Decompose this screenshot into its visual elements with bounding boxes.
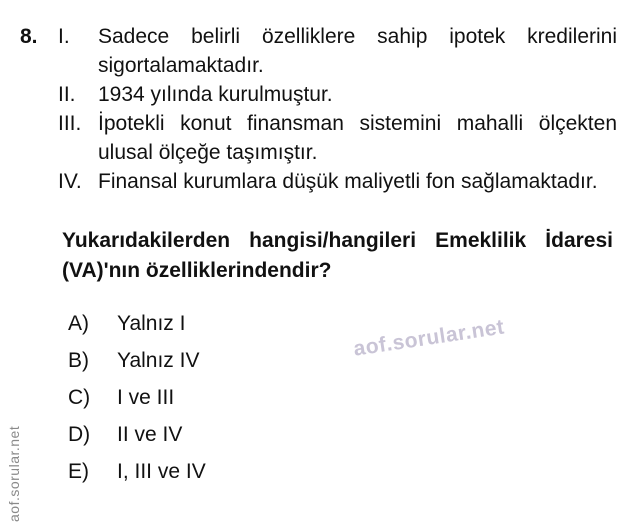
- question-body: [58, 22, 617, 494]
- item-text: 1934 yılında kurulmuştur.: [98, 83, 333, 106]
- list-item: [58, 22, 617, 80]
- question-stem: Yukarıdakilerden hangisi/hangileri Emeklilik İdaresi (VA)'nın özelliklerindendir?: [62, 229, 613, 282]
- option-letter: C): [68, 386, 91, 409]
- option-text: Yalnız I: [117, 312, 186, 335]
- option-letter: D): [68, 423, 91, 446]
- option-letter: B): [68, 349, 89, 372]
- item-numeral: III.: [58, 112, 82, 135]
- item-numeral: II.: [58, 83, 76, 106]
- option-text: II ve IV: [117, 423, 183, 446]
- option-row-d[interactable]: [68, 420, 617, 449]
- option-row-b[interactable]: [68, 346, 617, 375]
- option-row-e[interactable]: [68, 457, 617, 486]
- list-item: [58, 167, 617, 196]
- list-item: [58, 80, 617, 109]
- option-letter: E): [68, 460, 89, 483]
- question-number: 8.: [20, 25, 38, 48]
- option-row-a[interactable]: [68, 309, 617, 338]
- watermark-vertical: aof.sorular.net: [6, 425, 22, 522]
- options-list: [58, 309, 617, 486]
- item-numeral: IV.: [58, 170, 82, 193]
- option-letter: A): [68, 312, 89, 335]
- list-item: [58, 109, 617, 167]
- option-text: I, III ve IV: [117, 460, 206, 483]
- roman-list: [58, 22, 617, 196]
- watermark-diagonal: aof.sorular.net: [352, 315, 506, 361]
- item-numeral: I.: [58, 25, 70, 48]
- item-text: İpotekli konut finansman sistemini mahalli ölçekten ulusal ölçeğe taşımıştır.: [98, 112, 617, 164]
- option-text: Yalnız IV: [117, 349, 200, 372]
- option-text: I ve III: [117, 386, 175, 409]
- item-text: Sadece belirli özelliklere sahip ipotek kredilerini sigortalamaktadır.: [98, 25, 617, 77]
- option-row-c[interactable]: [68, 383, 617, 412]
- item-text: Finansal kurumlara düşük maliyetli fon sağlamaktadır.: [98, 170, 598, 193]
